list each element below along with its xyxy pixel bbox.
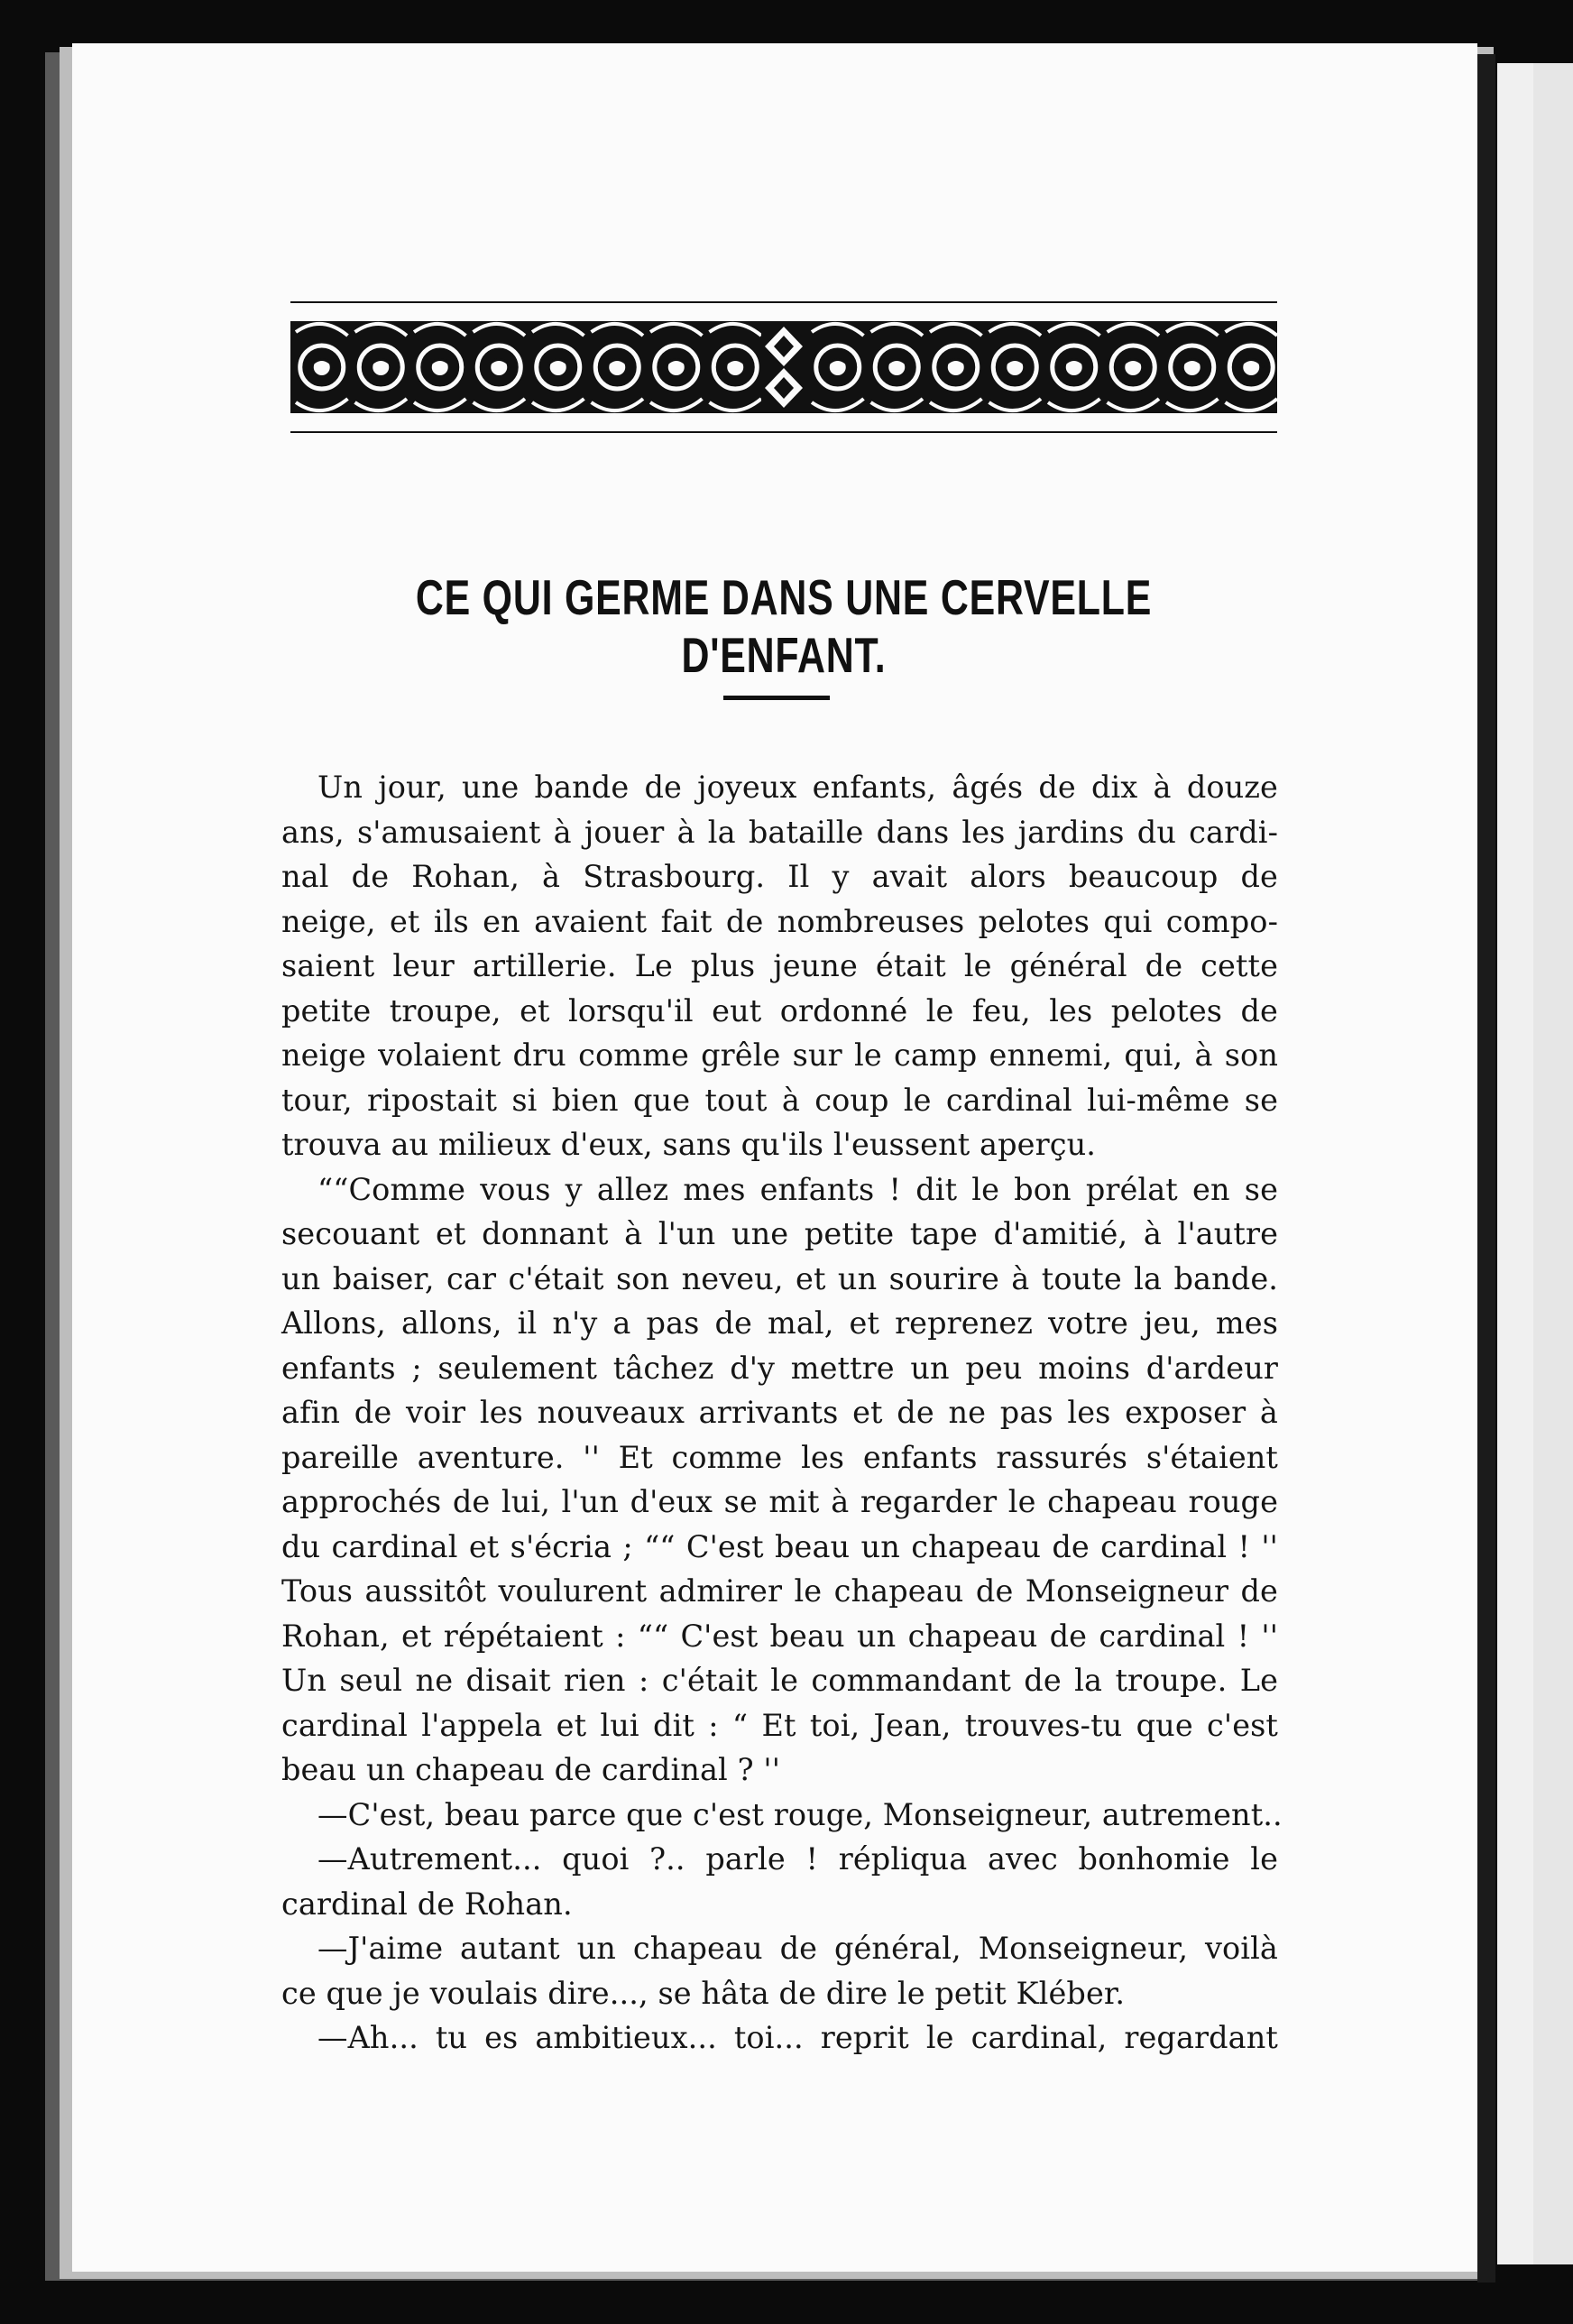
text-line: cardinal l'appela et lui dit : “ Et toi, Jean, trouves-tu que c'est xyxy=(281,1707,1278,1743)
text-line: saient leur artillerie. Le plus jeune était le général de cette xyxy=(281,948,1278,983)
text-line: Rohan, et répétaient : ““ C'est beau un chapeau de cardinal ! '' xyxy=(281,1618,1278,1654)
text-line: secouant et donnant à l'un une petite tape d'amitié, à l'autre xyxy=(281,1216,1278,1251)
text-line: ce que je voulais dire..., se hâta de dire le petit Kléber. xyxy=(281,1975,1126,2011)
text-line: un baiser, car c'était son neveu, et un sourire à toute la bande. xyxy=(281,1260,1278,1296)
text-line: enfants ; seulement tâchez d'y mettre un peu moins d'ardeur xyxy=(281,1350,1278,1386)
ornamental-header-band xyxy=(290,300,1277,435)
text-line: —Autrement... quoi ?.. parle ! répliqua avec bonhomie le xyxy=(317,1841,1278,1877)
text-line: trouva au milieux d'eux, sans qu'ils l'eussent aperçu. xyxy=(281,1127,1096,1162)
text-line: Tous aussitôt voulurent admirer le chapeau de Monseigneur de xyxy=(281,1573,1278,1609)
chapter-title: CE QUI GERME DANS UNE CERVELLE D'ENFANT. xyxy=(415,569,1153,683)
text-line: petite troupe, et lorsqu'il eut ordonné le feu, les pelotes de xyxy=(281,992,1278,1028)
text-line: afin de voir les nouveaux arrivants et de ne pas les exposer à xyxy=(281,1395,1278,1430)
text-line: Un seul ne disait rien : c'était le commandant de la troupe. Le xyxy=(281,1663,1278,1698)
text-line: approchés de lui, l'un d'eux se mit à regarder le chapeau rouge xyxy=(281,1484,1278,1519)
text-line: ““Comme vous y allez mes enfants ! dit le bon prélat en se xyxy=(317,1171,1278,1207)
text-line: Un jour, une bande de joyeux enfants, âgés de dix à douze xyxy=(317,770,1278,805)
body-text xyxy=(281,765,1283,2061)
title-divider-rule xyxy=(723,696,830,700)
text-line: nal de Rohan, à Strasbourg. Il y avait alors beaucoup de xyxy=(281,859,1278,894)
text-line: neige volaient dru comme grêle sur le camp ennemi, qui, à son xyxy=(281,1038,1278,1073)
page-gutter-shadow xyxy=(1477,54,1495,2282)
text-line: beau un chapeau de cardinal ? '' xyxy=(281,1752,781,1787)
text-line: tour, ripostait si bien que tout à coup le cardinal lui-même se xyxy=(281,1082,1278,1118)
text-line: ans, s'amusaient à jouer à la bataille dans les jardins du cardi- xyxy=(281,814,1278,850)
text-line: —Ah... tu es ambitieux... toi... reprit le cardinal, regardant xyxy=(317,2020,1278,2055)
text-line: du cardinal et s'écria ; ““ C'est beau un chapeau de cardinal ! '' xyxy=(281,1528,1278,1564)
text-line: neige, et ils en avaient fait de nombreuses pelotes qui compo- xyxy=(281,903,1278,939)
text-line: Allons, allons, il n'y a pas de mal, et reprenez votre jeu, mes xyxy=(281,1305,1278,1341)
text-line: —J'aime autant un chapeau de général, Monseigneur, voilà xyxy=(317,1931,1278,1966)
facing-page-edge-tint xyxy=(1533,63,1573,2264)
text-line: cardinal de Rohan. xyxy=(281,1886,573,1922)
text-line: —C'est, beau parce que c'est rouge, Monseigneur, autrement.. xyxy=(317,1796,1283,1832)
text-line: pareille aventure. '' Et comme les enfants rassurés s'étaient xyxy=(281,1439,1278,1475)
